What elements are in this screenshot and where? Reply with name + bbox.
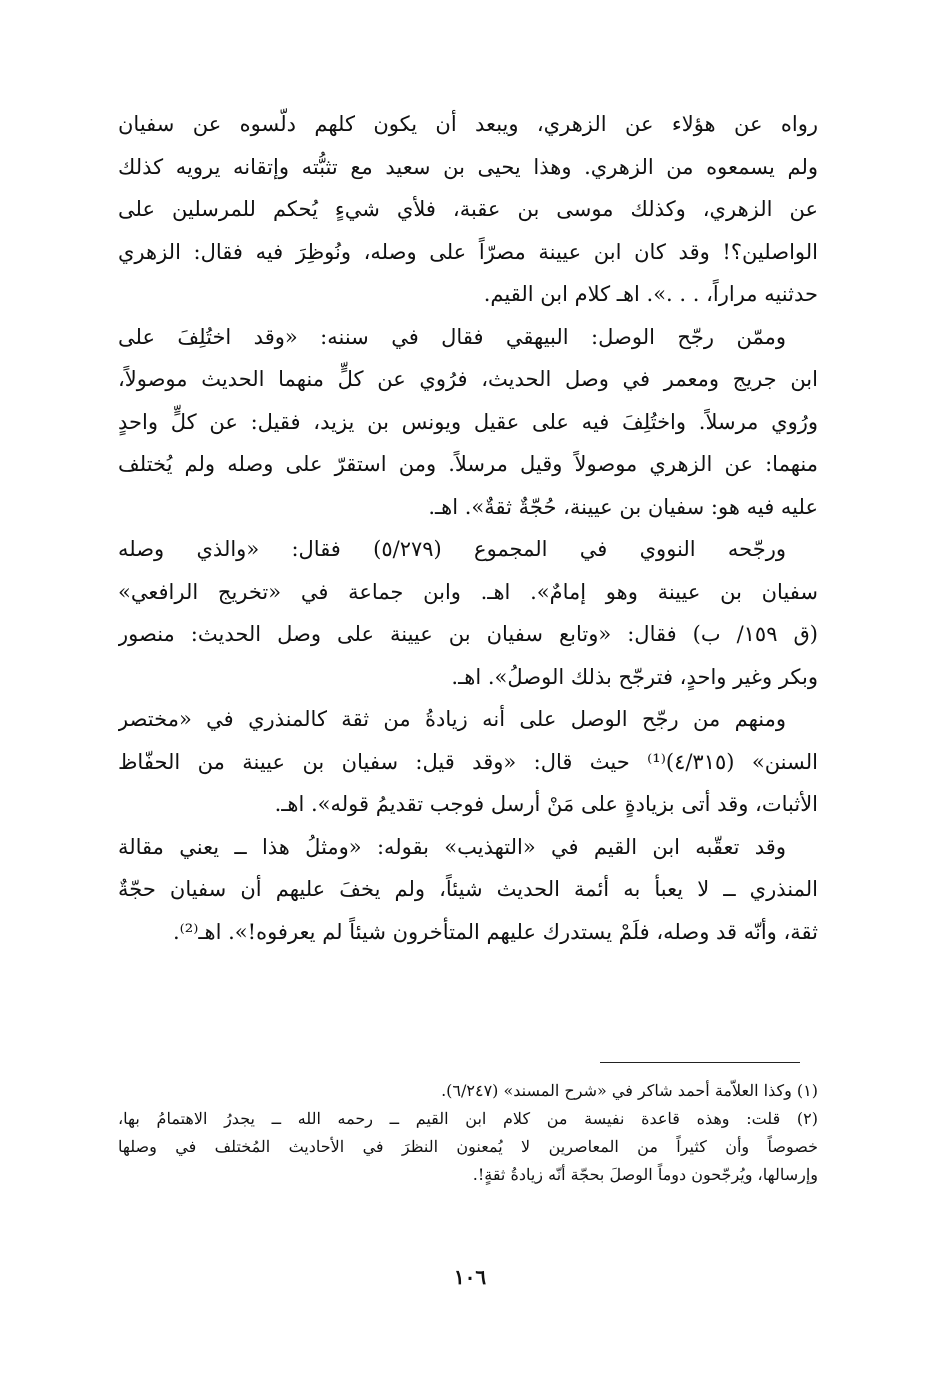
text-line: ابن جريج ومعمر في وصل الحديث، فرُوي عن كلٍّ منهما الحديث موصولاً، xyxy=(118,367,818,391)
text-line: ورُوي مرسلاً. واختُلِفَ فيه على عقيل ويونس بن يزيد، فقيل: عن كلٍّ واحدٍ xyxy=(118,409,818,434)
text-line: ومنهم من رجّح الوصل على أنه زيادةُ من ثقة كالمنذري في «مختصر xyxy=(118,707,786,731)
page-number: ١٠٦ xyxy=(453,1265,487,1289)
text-line: (ق ١٥٩/ ب) فقال: «وتابع سفيان بن عيينة على وصل الحديث: منصور xyxy=(118,622,818,646)
text-line: سفيان بن عيينة وهو إمامٌ». اهـ. وابن جماعة في «تخريج الرافعي» xyxy=(118,579,818,604)
footnote-line: وإرسالها، ويُرجّحون دوماً الوصلَ بحجّة أنّه زيادةُ ثقةٍ!. xyxy=(472,1165,818,1184)
footnote-line: (٢) قلت: وهذه قاعدة نفيسة من كلام ابن القيم ــ رحمه الله ــ يجدرُ الاهتمامُ بها، xyxy=(118,1109,818,1128)
footnotes-block xyxy=(118,1077,818,1189)
text-line: وممّن رجّح الوصل: البيهقي فقال في سننه: «وقد اختُلِفَ على xyxy=(118,324,786,349)
text-line: رواه عن هؤلاء عن الزهري، ويبعد أن يكون كلهم دلّسوه عن سفيان xyxy=(118,112,818,136)
footnote-separator xyxy=(600,1062,800,1063)
main-text-block xyxy=(118,103,818,953)
text-line: منهما: عن الزهري موصولاً وقيل مرسلاً. ومن استقرّ على وصله ولم يُختلف xyxy=(118,452,818,476)
footnote-line: خصوصاً وأن كثيراً من المعاصرين لا يُمعنون النظرَ في الأحاديث المُختلف في وصلها xyxy=(118,1137,818,1156)
footnote-line: (١) وكذا العلاّمة أحمد شاكر في «شرح المسند» (٦/٢٤٧). xyxy=(441,1081,818,1100)
text-line: وقد تعقّبه ابن القيم في «التهذيب» بقوله: «ومثلُ هذا ــ يعني مقالة xyxy=(118,834,786,859)
text-line: السنن» (٤/٣١٥)⁽¹⁾ حيث قال: «وقد قيل: سفيان بن عيينة من الحفّاظ xyxy=(118,749,818,774)
text-line: المنذري ــ لا يعبأ به أئمة الحديث شيئاً، ولم يخفَ عليهم أن سفيان حجّةٌ xyxy=(118,877,818,901)
text-line: وبكر وغير واحدٍ، فترجّح بذلك الوصلُ». اهـ. xyxy=(451,664,818,689)
text-line: الواصلين؟! وقد كان ابن عيينة مصرّاً على وصله، ونُوظِرَ فيه فقال: الزهري xyxy=(118,239,818,264)
text-line: الأثبات، وقد أتى بزيادةٍ على مَنْ أرسل فوجب تقديمُ قوله». اهـ. xyxy=(274,792,818,816)
text-line: ثقة، وأنّه قد وصله، فلَمْ يستدرك عليهم المتأخرون شيئاً لم يعرفوه!». اهـ⁽²⁾. xyxy=(172,919,818,944)
text-line: عن الزهري، وكذلك موسى بن عقبة، فلأي شيءٍ يُحكم للمرسلين على xyxy=(118,197,818,221)
text-line: ولم يسمعوه من الزهري. وهذا يحيى بن سعيد مع تثبُّته وإتقانه يرويه كذلك xyxy=(118,154,818,179)
text-line: حدثنيه مراراً، . . .». اهـ كلام ابن القيم. xyxy=(483,282,818,306)
text-line: عليه فيه هو: سفيان بن عيينة، حُجّةٌ ثقةٌ». اهـ. xyxy=(428,494,818,519)
text-line: ورجّحه النووي في المجموع (٥/٢٧٩) فقال: «والذي وصله xyxy=(118,537,786,561)
